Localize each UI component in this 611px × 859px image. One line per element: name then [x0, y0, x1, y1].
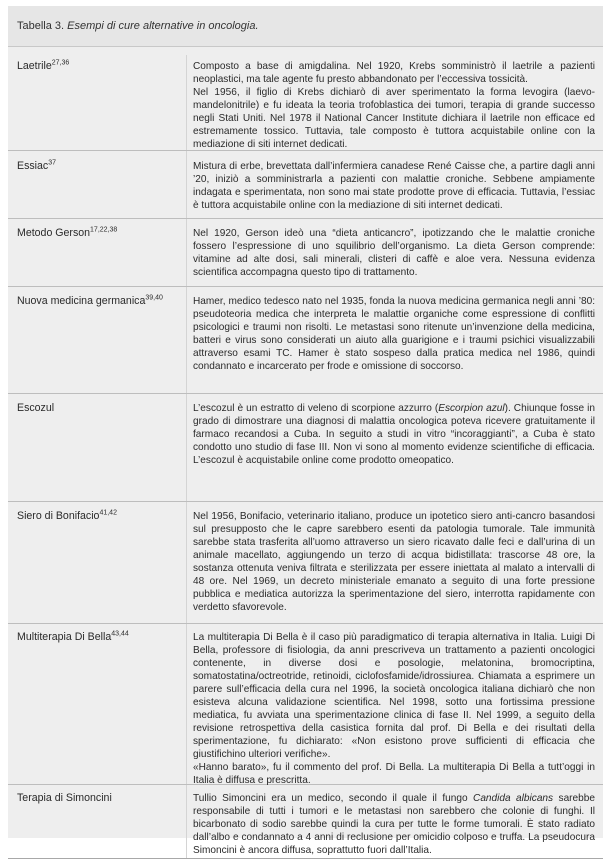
therapy-description-cell	[186, 151, 603, 218]
table-row	[8, 55, 603, 151]
table-row	[8, 287, 603, 394]
description-paragraph: Composto a base di amigdalina. Nel 1920, Krebs somministrò il laetrile a pazienti neoplastici, ma tale agente fu presto abbandonato per l’eccessiva tossicità.	[193, 61, 595, 85]
therapy-name: Nuova medicina germanica$^{39,40}$	[17, 294, 163, 307]
therapy-name: Metodo Gerson$^{17,22,38}$	[17, 226, 118, 239]
table-row	[8, 624, 603, 785]
description-paragraph: Nel 1956, il figlio di Krebs dichiarò di aver sperimentato la forma levogira (laevo-mandelonitrile) e fu ideata la teoria trofoblastica dei tumori, terapia di grande successo negli Stati Uniti. Nel 1978 il National Cancer Institute dichiara il laetrile non efficace ed estremamente tossico. Tuttavia, tale composto è tuttora acquistabile online con la mediazione di siti internet dedicati.	[193, 87, 595, 150]
caption-title: Esempi di cure alternative in oncologia.	[67, 20, 259, 32]
therapy-description-cell	[186, 624, 603, 784]
table-body	[8, 47, 603, 859]
therapy-name-cell	[8, 394, 186, 501]
therapy-description-cell	[186, 55, 603, 150]
description-paragraph: Tullio Simoncini era un medico, secondo il quale il fungo Candida albicans sarebbe responsabile di tutti i tumori e le metastasi non sarebbero che colonie di funghi. Il bicarbonato di sodio sarebbe quindi la cura per tutte le forme tumorali. È stato radiato dall’albo e condannato a 4 anni di reclusione per omicidio colposo e truffa. La pseudocura Simoncini è ancora diffusa, soprattutto fuori dall’Italia.	[193, 793, 595, 856]
reference-superscript: 17,22,38	[90, 226, 118, 234]
reference-superscript: 27,36	[51, 59, 70, 67]
therapy-name-cell	[8, 55, 186, 150]
therapy-name-cell	[8, 785, 186, 858]
description-paragraph: La multiterapia Di Bella è il caso più paradigmatico di terapia alternativa in Italia. Luigi Di Bella, professore di fisiologia, da anni prescriveva un trattamento a pazienti oncologici contenente, in diverse dosi e posologie, melatonina, bromocriptina, somatostatina/octreotride, retinoidi, ciclofosfamide/idrossiurea. Chiamata a esprimere un parere sull’efficacia della cura nel 1996, la società oncologica italiana dichiarò che non esisteva alcuna validazione scientifica. Nel 1998, sotto una fortissima pressione mediatica, fu avviata una sperimentazione clinica di fase II. Nel 1999, a seguito della revisione retrospettiva della casistica fornita dal prof. Di Bella e dei risultati della sperimentazione, fu dichiarato: «Non esistono prove sufficienti di efficacia che giustifichino ulteriori verifiche».	[193, 632, 595, 760]
table-row	[8, 502, 603, 624]
reference-superscript: 37	[48, 159, 56, 167]
italic-term: Candida albicans	[473, 793, 554, 804]
description-paragraph: Nel 1920, Gerson ideò una “dieta anticancro”, ipotizzando che le malattie croniche fossero l’espressione di uno squilibrio dell’organismo. La dieta Gerson comprende: vitamine ad alte dosi, sali minerali, clisteri di caffè e aloe vera. Nessuna evidenza scientifica accompagna questo tipo di trattamento.	[193, 228, 595, 278]
table-row	[8, 785, 603, 859]
therapy-description-cell	[186, 502, 603, 623]
table-row	[8, 394, 603, 502]
reference-superscript: 41,42	[99, 509, 117, 517]
reference-superscript: 39,40	[145, 294, 163, 302]
table-row	[8, 151, 603, 219]
description-paragraph: L’escozul è un estratto di veleno di scorpione azzurro (Escorpion azul). Chiunque fosse in grado di dimostrare una diagnosi di malattia oncologica poteva ricevere gratuitamente il farmaco recandosi a Cuba. In seguito a studi in vitro “incoraggianti”, a Cuba è stato condotto uno studio di fase III. Non vi sono al momento evidenze scientifiche di efficacia. L’escozul è acquistabile online come prodotto omeopatico.	[193, 403, 595, 466]
caption-label: Tabella 3.	[17, 20, 65, 32]
description-paragraph: Hamer, medico tedesco nato nel 1935, fonda la nuova medicina germanica negli anni ’80: pseudoteoria medica che interpreta le malattie organiche come espressione di conflitti psicologici e traumi non risolti. Le metastasi sono ritenute un’invenzione della medicina, batteri e virus sono considerati un aiuto alla guarigione e i traumi psichici visualizzabili attraverso esami TC. Hamer è stato sospeso dalla pratica medica nel 1986, quindi condannato e incarcerato per frode e omissione di soccorso.	[193, 296, 595, 372]
italic-term: Escorpion azul	[438, 403, 505, 414]
therapy-name-cell	[8, 219, 186, 286]
therapy-name-cell	[8, 287, 186, 393]
therapy-name: Multiterapia Di Bella$^{43,44}$	[17, 630, 129, 643]
table-row	[8, 219, 603, 287]
therapy-name: Siero di Bonifacio$^{41,42}$	[17, 509, 117, 522]
therapy-name-cell	[8, 151, 186, 218]
therapy-description-cell	[186, 394, 603, 501]
reference-superscript: 43,44	[111, 630, 129, 638]
table-caption	[8, 6, 603, 47]
therapy-description-cell	[186, 219, 603, 286]
therapy-name: Escozul	[17, 402, 55, 414]
therapy-description-cell	[186, 287, 603, 393]
alternative-therapies-table	[8, 6, 603, 856]
description-paragraph: Nel 1956, Bonifacio, veterinario italiano, produce un ipotetico siero anti-cancro basandosi sul presupposto che le capre sarebbero esenti da patologia tumorale. Tale immunità sarebbe stata trasferita all’uomo attraverso un siero ricavato dalle feci e dall’urina di un animale macellato, aggiungendo un terzo di acqua bidistillata: trascorse 48 ore, la sostanza ottenuta veniva filtrata e sterilizzata per essere iniettata al malato a intervalli di 48 ore. Nel 1969, un decreto ministeriale emanato a seguito di una forte pressione pubblica e mediatica autorizza la sperimentazione del siero, interrotta rapidamente con verdetto sfavorevole.	[193, 511, 595, 613]
description-paragraph: Mistura di erbe, brevettata dall’infermiera canadese René Caisse che, a partire dagli anni ’20, iniziò a somministrarla a pazienti con malattie croniche. Sebbene ampiamente indagata e sperimentata, non sono mai state prodotte prove di efficacia. Tuttavia, l’essiac è tuttora acquistabile online con la mediazione di siti internet dedicati.	[193, 161, 595, 211]
therapy-name: Essiac$^{37}$	[17, 159, 56, 172]
description-paragraph: «Hanno barato», fu il commento del prof. Di Bella. La multiterapia Di Bella a tutt’oggi in Italia è diffusa e prescritta.	[193, 762, 595, 786]
therapy-name-cell	[8, 624, 186, 784]
therapy-name: Terapia di Simoncini	[17, 792, 112, 804]
therapy-name-cell	[8, 502, 186, 623]
therapy-name: Laetrile$^{27,36}$	[17, 59, 70, 72]
therapy-description-cell	[186, 785, 603, 858]
